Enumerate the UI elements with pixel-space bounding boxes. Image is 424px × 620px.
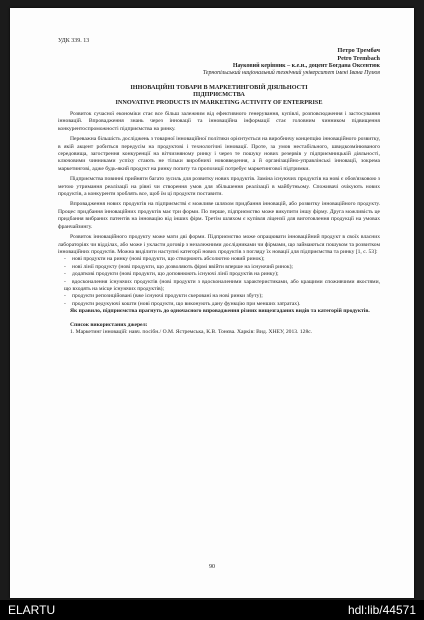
page-number: 90: [209, 564, 215, 570]
paragraph-3: Підприємства повинні прийняти багато зусиль для розвитку нових продуктів. Заміна існуючих продуктів на нові є обов'язковою з метою утримання реалізації на рівні чи створення умов для збільшення реалізації в майбутньому. Споживачі очікують нових продуктів, а конкуренти зроблять все, щоб їм ці продукти поставити.: [58, 176, 380, 198]
title-en: INNOVATIVE PRODUCTS IN MARKETING ACTIVITY OF ENTERPRISE: [115, 98, 323, 106]
list-item: - продукти редукуючі кошти (нові продукти, що виконують дану функцію при менших затратах).: [58, 301, 380, 308]
footer-bar: [0, 600, 424, 620]
author-name-en: Petro Trembach: [337, 55, 380, 62]
list-item: - вдосконалення існуючих продуктів (нові продукти з вдосконаленими характеристиками, або кращими споживчими якостями, що входять на місце існуючих продуктів);: [58, 279, 380, 294]
list-item: - продукти репозиційовані (вже існуючі продукти скеровані на нові ринки збуту);: [58, 293, 380, 300]
paragraph-5: Розвиток інноваційного продукту може мати дві форми. Підприємство може опрацювати інноваційний продукт в своїх власних лабораторіях чи відділах, або може і укласти договір з незалежними дослідниками чи фірмами, що займаються пошуком та розвитком інноваційних продуктів. Можна виділити наступні категорії нових продуктів з погляду їх новації для підприємства та ринку [1, с. 53]:: [58, 234, 380, 255]
footer-repository-name: ELARTU: [8, 603, 56, 617]
title-ua-line-2: ПІДПРИЄМСТВА: [193, 91, 245, 99]
supervisor: Науковий керівник – к.е.н., доцент Богдана Оксентюк: [232, 62, 380, 69]
document-page: [10, 8, 414, 598]
paragraph-4: Впровадження нових продуктів на підприємстві є можливе шляхом придбання інновацій, або розвитку інноваційного продукту. Процес придбання інноваційних продуктів має три форми. По перше, підприємство може викупити іншу фірму. Друга можливість це придбання вибраних патентів на інновацію від інших фірм. Третім шляхом є купівля ліцензії для виготовлення продукції на умовах франчайзингу.: [58, 201, 380, 230]
author-name-ua: Петро Трембач: [337, 47, 380, 55]
footer-handle: hdl:lib/44571: [347, 603, 416, 617]
list-item: - додаткові продукти (нові продукти, що доповнюють існуючі лінії продуктів на ринку);: [58, 271, 380, 278]
list-item: - нові продукти на ринку (нові продукти, що створюють абсолютно новий ринок);: [58, 256, 380, 263]
udk-code: УДК 339. 13: [58, 38, 90, 44]
title-ua-line-1: ІННОВАЦІЙНІ ТОВАРИ В МАРКЕТИНГОВІЙ ДІЯЛЬНОСТІ: [130, 83, 308, 91]
paragraph-2: Переважна більшість досліджень з товарної інноваційної політики орієнтується на виробничу концепцію інноваційного розвитку, в якій акцент робиться передусім на продуктові і технологічні інновації. Проте, за умов нестабільного, швидкозмінюваного середовища, загострення конкуренції на вітчизняному ринку і через те пошуку нових резервів у підприємницькій діяльності, ключовими чинниками успіху стають не тільки виробничі нововведення, а й організаційно-управлінські інновації, зокрема маркетингові, адже будь-який продукт на ринку попиту та пропозиції потребує маркетингової підтримки.: [58, 136, 380, 172]
paragraph-1: Розвиток сучасної економіки стає все більш залежним від ефективного генерування, купівлі, розповсюдження і застосування інновацій. Впровадження знань через інновації та інноваційна інформації стає головним чинником підвищення конкурентоспроможності підприємства на ринку.: [58, 111, 380, 132]
list-item: - нові лінії продукту (нові продукти, що дозволяють фірмі ввійти вперше на існуючий ринок);: [58, 264, 380, 271]
references-heading: Список використаних джерел:: [70, 321, 148, 328]
conclusion: Як правило, підприємства прагнуть до одночасного впровадження різних вищезгаданих видів та категорій продуктів.: [70, 308, 370, 315]
page-content: [58, 38, 380, 336]
reference-item: 1. Маркетинг інновацій: навч. посібн./ О.М. Ястремська, К.В. Тонєва. Харків: Вид. ХНЕУ, 2013. 128с.: [70, 328, 313, 335]
university: Тернопільський національний технічний університет імені Івана Пулюя: [202, 70, 380, 77]
